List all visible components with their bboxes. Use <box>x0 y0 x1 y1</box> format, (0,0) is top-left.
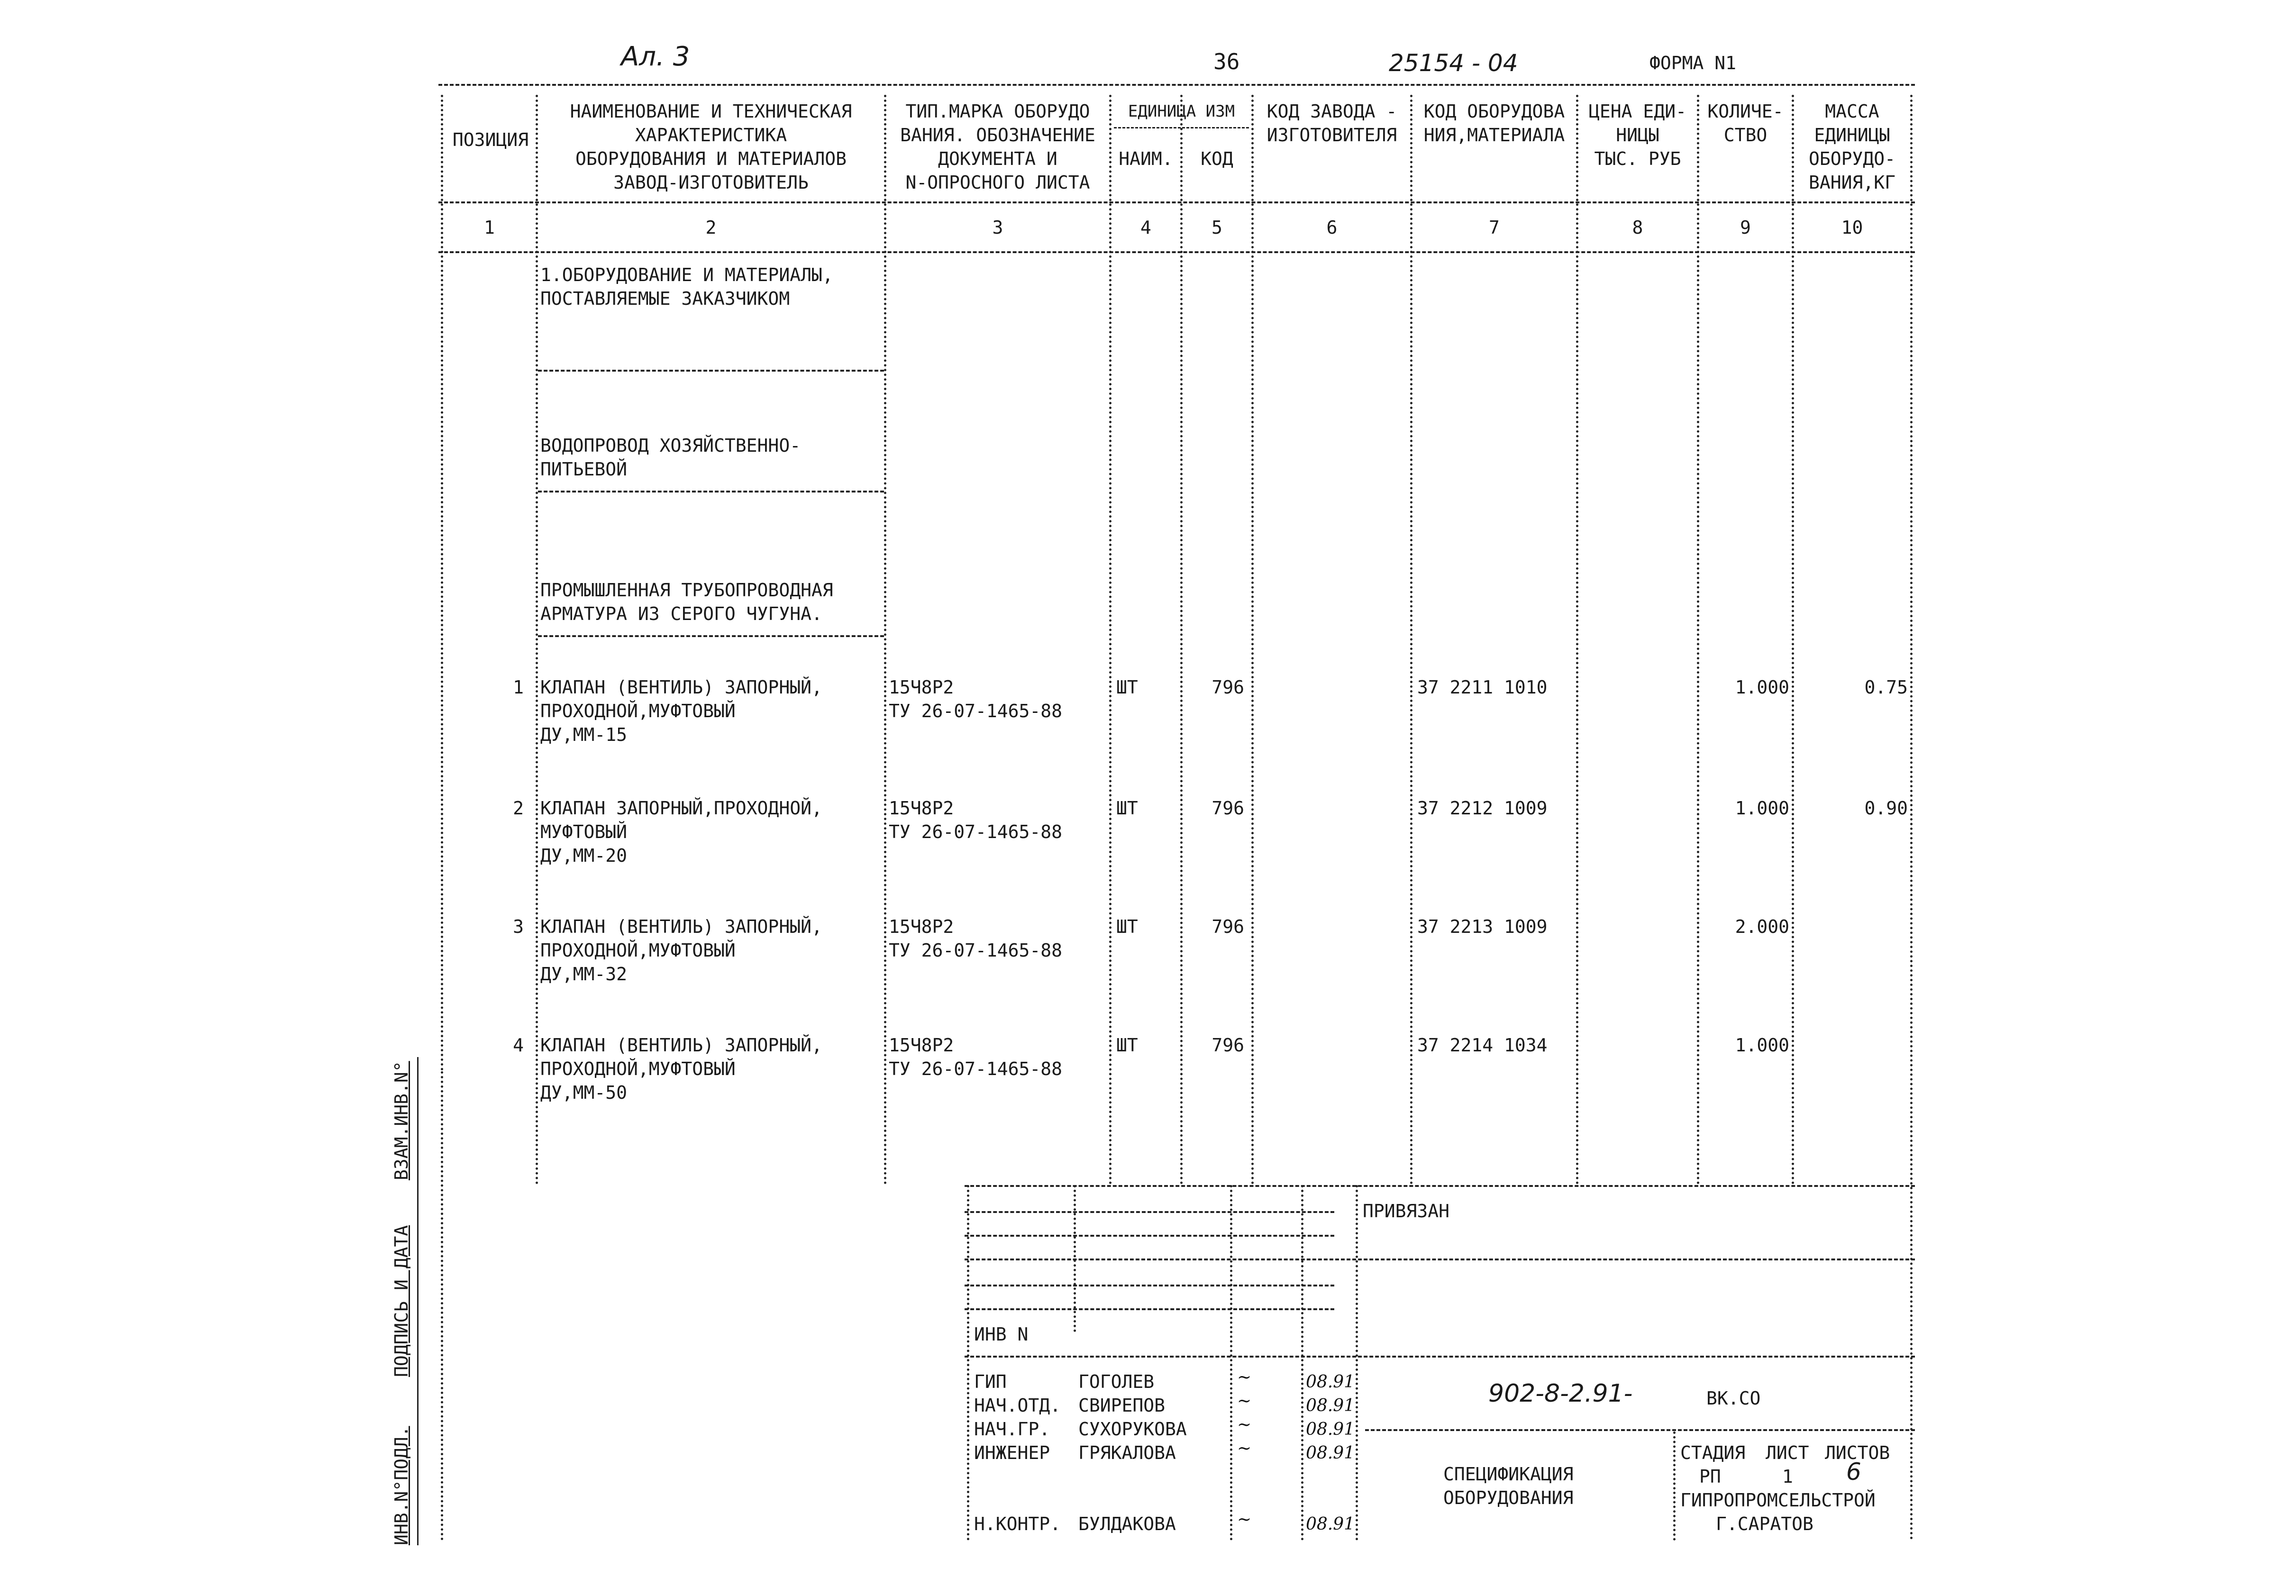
col-line-3 <box>1109 95 1112 1185</box>
header-col8-l2: НИЦЫ <box>1616 125 1659 146</box>
stamp-v-line-3 <box>1301 1185 1303 1541</box>
col-num-3: 3 <box>992 217 1003 238</box>
col-num-5: 5 <box>1212 217 1222 238</box>
signer-name-4: ГРЯКАЛОВА <box>1078 1442 1176 1463</box>
header-col8-l1: ЦЕНА ЕДИ- <box>1589 101 1686 122</box>
section-2-l1: ВОДОПРОВОД ХОЗЯЙСТВЕННО- <box>540 435 801 456</box>
header-col1: ПОЗИЦИЯ <box>452 129 529 150</box>
row-3-name-l1: КЛАПАН (ВЕНТИЛЬ) ЗАПОРНЫЙ, <box>540 916 822 937</box>
row-1-type-l1: 15Ч8Р2 <box>889 677 954 698</box>
row-4-code: 796 <box>1212 1035 1244 1056</box>
col-line-9 <box>1792 95 1794 1185</box>
section-2-l2: ПИТЬЕВОЙ <box>540 459 628 480</box>
header-col2-l4: ЗАВОД-ИЗГОТОВИТЕЛЬ <box>613 172 809 193</box>
signer-date-5: 08.91 <box>1306 1514 1355 1534</box>
col-num-6: 6 <box>1326 217 1338 238</box>
header-bottom-line <box>438 201 1915 203</box>
row-3-equip-code: 37 2213 1009 <box>1417 916 1548 937</box>
header-col3-l4: N-ОПРОСНОГО ЛИСТА <box>905 172 1090 193</box>
signature-3: ~ <box>1237 1415 1252 1434</box>
row-2-type-l2: ТУ 26-07-1465-88 <box>889 821 1063 842</box>
stamp-grid-line-1 <box>965 1211 1334 1213</box>
header-col6-l1: КОД ЗАВОДА - <box>1266 101 1397 122</box>
stamp-grid-line-6 <box>965 1356 1915 1358</box>
organization: ГИПРОПРОМСЕЛЬСТРОЙ <box>1680 1490 1876 1511</box>
row-3-name-l2: ПРОХОДНОЙ,МУФТОВЫЙ <box>540 940 736 961</box>
header-col2-l3: ОБОРУДОВАНИЯ И МАТЕРИАЛОВ <box>575 148 847 169</box>
signature-1: ~ <box>1237 1368 1252 1387</box>
signer-role-2: НАЧ.ОТД. <box>974 1395 1061 1416</box>
col-num-7: 7 <box>1489 217 1500 238</box>
header-col5-l3: КОД <box>1201 148 1233 169</box>
row-1-type-l2: ТУ 26-07-1465-88 <box>889 701 1063 721</box>
margin-inv-orig: ИНВ.N°ПОДЛ. <box>391 1426 412 1545</box>
stamp-doc-line <box>1365 1429 1915 1431</box>
section-1-underline <box>538 370 884 372</box>
row-2-name-l2: МУФТОВЫЙ <box>540 821 628 842</box>
row-1-name-l3: ДУ,ММ-15 <box>540 724 628 745</box>
header-col3-l2: ВАНИЯ. ОБОЗНАЧЕНИЕ <box>900 125 1095 146</box>
signer-name-2: СВИРЕПОВ <box>1078 1395 1166 1416</box>
row-2-name-l1: КЛАПАН ЗАПОРНЫЙ,ПРОХОДНОЙ, <box>540 798 822 819</box>
header-col2-l2: ХАРАКТЕРИСТИКА <box>635 125 787 146</box>
doc-title-l2: ОБОРУДОВАНИЯ <box>1443 1487 1574 1508</box>
row-2-unit: ШТ <box>1116 798 1138 819</box>
row-2-pos: 2 <box>513 798 524 819</box>
row-1-equip-code: 37 2211 1010 <box>1417 677 1548 698</box>
row-4-qty: 1.000 <box>1735 1035 1789 1056</box>
row-1-code: 796 <box>1212 677 1244 698</box>
row-4-pos: 4 <box>513 1035 524 1056</box>
doc-title-l1: СПЕЦИФИКАЦИЯ <box>1443 1464 1574 1485</box>
sheet-label: ЛИСТ <box>1766 1442 1809 1463</box>
header-col4-divider <box>1114 127 1249 128</box>
row-3-pos: 3 <box>513 916 524 937</box>
header-col6-l2: ИЗГОТОВИТЕЛЯ <box>1266 125 1397 146</box>
row-3-unit: ШТ <box>1116 916 1138 937</box>
row-1-pos: 1 <box>513 677 524 698</box>
col-num-4: 4 <box>1140 217 1151 238</box>
signer-date-4: 08.91 <box>1306 1443 1355 1463</box>
city: Г.САРАТОВ <box>1716 1514 1813 1534</box>
col-line-10 <box>1910 95 1913 1541</box>
col-line-6 <box>1410 95 1412 1185</box>
signer-name-1: ГОГОЛЕВ <box>1078 1371 1155 1392</box>
header-col7-l2: НИЯ,МАТЕРИАЛА <box>1423 125 1565 146</box>
row-4-type-l1: 15Ч8Р2 <box>889 1035 954 1056</box>
col-line-4 <box>1180 95 1183 1185</box>
margin-line <box>417 1057 419 1545</box>
col-line-8 <box>1697 95 1699 1185</box>
margin-replace-inv: ВЗАМ.ИНВ.N° <box>391 1061 412 1180</box>
row-4-unit: ШТ <box>1116 1035 1138 1056</box>
row-2-type-l1: 15Ч8Р2 <box>889 798 954 819</box>
header-col7-l1: КОД ОБОРУДОВА <box>1423 101 1565 122</box>
row-1-qty: 1.000 <box>1735 677 1789 698</box>
header-col3-l1: ТИП.МАРКА ОБОРУДО <box>905 101 1090 122</box>
row-1-name-l2: ПРОХОДНОЙ,МУФТОВЫЙ <box>540 701 736 721</box>
row-3-type-l1: 15Ч8Р2 <box>889 916 954 937</box>
section-3-underline <box>538 635 884 637</box>
doc-code: 902-8-2.91- <box>1488 1379 1633 1408</box>
row-4-name-l3: ДУ,ММ-50 <box>540 1082 628 1103</box>
row-3-code: 796 <box>1212 916 1244 937</box>
header-col2-l1: НАИМЕНОВАНИЕ И ТЕХНИЧЕСКАЯ <box>570 101 852 122</box>
signature-4: ~ <box>1237 1439 1252 1458</box>
row-2-equip-code: 37 2212 1009 <box>1417 798 1548 819</box>
row-4-type-l2: ТУ 26-07-1465-88 <box>889 1058 1063 1079</box>
stamp-bound-label: ПРИВЯЗАН <box>1363 1201 1450 1222</box>
row-4-name-l1: КЛАПАН (ВЕНТИЛЬ) ЗАПОРНЫЙ, <box>540 1035 822 1056</box>
col-num-2: 2 <box>705 217 717 238</box>
signer-date-3: 08.91 <box>1306 1420 1355 1439</box>
table-top-line <box>438 84 1915 86</box>
signer-name-3: СУХОРУКОВА <box>1078 1419 1187 1440</box>
header-col9-l1: КОЛИЧЕ- <box>1707 101 1784 122</box>
section-1-l2: ПОСТАВЛЯЕМЫЕ ЗАКАЗЧИКОМ <box>540 288 790 309</box>
project-code: 25154 - 04 <box>1389 49 1518 77</box>
section-3-l2: АРМАТУРА ИЗ СЕРОГО ЧУГУНА. <box>540 603 822 624</box>
header-col10-l3: ОБОРУДО- <box>1808 148 1896 169</box>
signer-role-5: Н.КОНТР. <box>974 1514 1061 1534</box>
col-num-10: 10 <box>1841 217 1863 238</box>
margin-sign-date: ПОДПИСЬ И ДАТА <box>391 1225 412 1377</box>
section-1-l1: 1.ОБОРУДОВАНИЕ И МАТЕРИАЛЫ, <box>540 264 833 285</box>
signer-role-3: НАЧ.ГР. <box>974 1419 1050 1440</box>
stamp-left-line <box>967 1185 969 1541</box>
form-label: ФОРМА N1 <box>1649 53 1737 73</box>
header-col8-l3: ТЫС. РУБ <box>1594 148 1681 169</box>
header-col4-l3: НАИМ. <box>1119 148 1173 169</box>
page-number: 36 <box>1213 49 1240 74</box>
album-label: Ал. 3 <box>621 41 690 72</box>
section-3-l1: ПРОМЫШЛЕННАЯ ТРУБОПРОВОДНАЯ <box>540 580 833 601</box>
sheets-label: ЛИСТОВ <box>1825 1442 1890 1463</box>
row-3-type-l2: ТУ 26-07-1465-88 <box>889 940 1063 961</box>
left-border-lower <box>441 1071 443 1541</box>
col-num-1: 1 <box>484 217 495 238</box>
row-2-name-l3: ДУ,ММ-20 <box>540 845 628 866</box>
signer-date-2: 08.91 <box>1306 1396 1355 1415</box>
stamp-v-line-5 <box>1673 1432 1676 1541</box>
signer-name-5: БУЛДАКОВА <box>1078 1514 1176 1534</box>
col-line-2 <box>884 95 886 1185</box>
sheets-value: 6 <box>1846 1458 1861 1486</box>
stamp-grid-line-5 <box>965 1308 1334 1310</box>
header-col10-l4: ВАНИЯ,КГ <box>1808 172 1896 193</box>
row-2-qty: 1.000 <box>1735 798 1789 819</box>
stamp-inv-label: ИНВ N <box>974 1324 1029 1345</box>
row-3-qty: 2.000 <box>1735 916 1789 937</box>
row-1-mass: 0.75 <box>1864 677 1908 698</box>
col-line-1 <box>536 95 538 1185</box>
signer-date-1: 08.91 <box>1306 1372 1355 1392</box>
col-num-9: 9 <box>1740 217 1751 238</box>
header-col10-l2: ЕДИНИЦЫ <box>1814 125 1890 146</box>
col-line-7 <box>1576 95 1578 1185</box>
stamp-top-line <box>965 1185 1915 1187</box>
header-col4-l1: ЕДИНИЦА ИЗМ <box>1128 102 1235 121</box>
stage-value: РП <box>1699 1466 1721 1487</box>
signer-role-4: ИНЖЕНЕР <box>974 1442 1050 1463</box>
row-1-unit: ШТ <box>1116 677 1138 698</box>
section-2-underline <box>538 491 884 492</box>
stamp-grid-line-2 <box>965 1235 1334 1237</box>
header-col9-l2: СТВО <box>1723 125 1768 146</box>
signature-2: ~ <box>1237 1391 1252 1411</box>
stage-label: СТАДИЯ <box>1680 1442 1746 1463</box>
row-1-name-l1: КЛАПАН (ВЕНТИЛЬ) ЗАПОРНЫЙ, <box>540 677 822 698</box>
row-3-name-l3: ДУ,ММ-32 <box>540 964 628 985</box>
signature-5: ~ <box>1237 1510 1252 1529</box>
doc-suffix: ВК.СО <box>1706 1388 1761 1409</box>
numbers-bottom-line <box>438 251 1915 253</box>
stamp-v-line-2 <box>1230 1185 1232 1541</box>
row-4-equip-code: 37 2214 1034 <box>1417 1035 1548 1056</box>
stamp-v-line-1 <box>1074 1185 1076 1332</box>
col-num-8: 8 <box>1632 217 1643 238</box>
signer-role-1: ГИП <box>974 1371 1007 1392</box>
sheet-value: 1 <box>1782 1466 1793 1487</box>
row-2-mass: 0.90 <box>1864 798 1908 819</box>
col-line-0 <box>441 95 443 1071</box>
col-line-5 <box>1251 95 1254 1185</box>
stamp-v-line-4 <box>1356 1185 1358 1541</box>
stamp-grid-line-3 <box>965 1259 1915 1260</box>
row-2-code: 796 <box>1212 798 1244 819</box>
row-4-name-l2: ПРОХОДНОЙ,МУФТОВЫЙ <box>540 1058 736 1079</box>
stamp-grid-line-4 <box>965 1285 1334 1286</box>
header-col3-l3: ДОКУМЕНТА И <box>938 148 1057 169</box>
header-col10-l1: МАССА <box>1825 101 1879 122</box>
